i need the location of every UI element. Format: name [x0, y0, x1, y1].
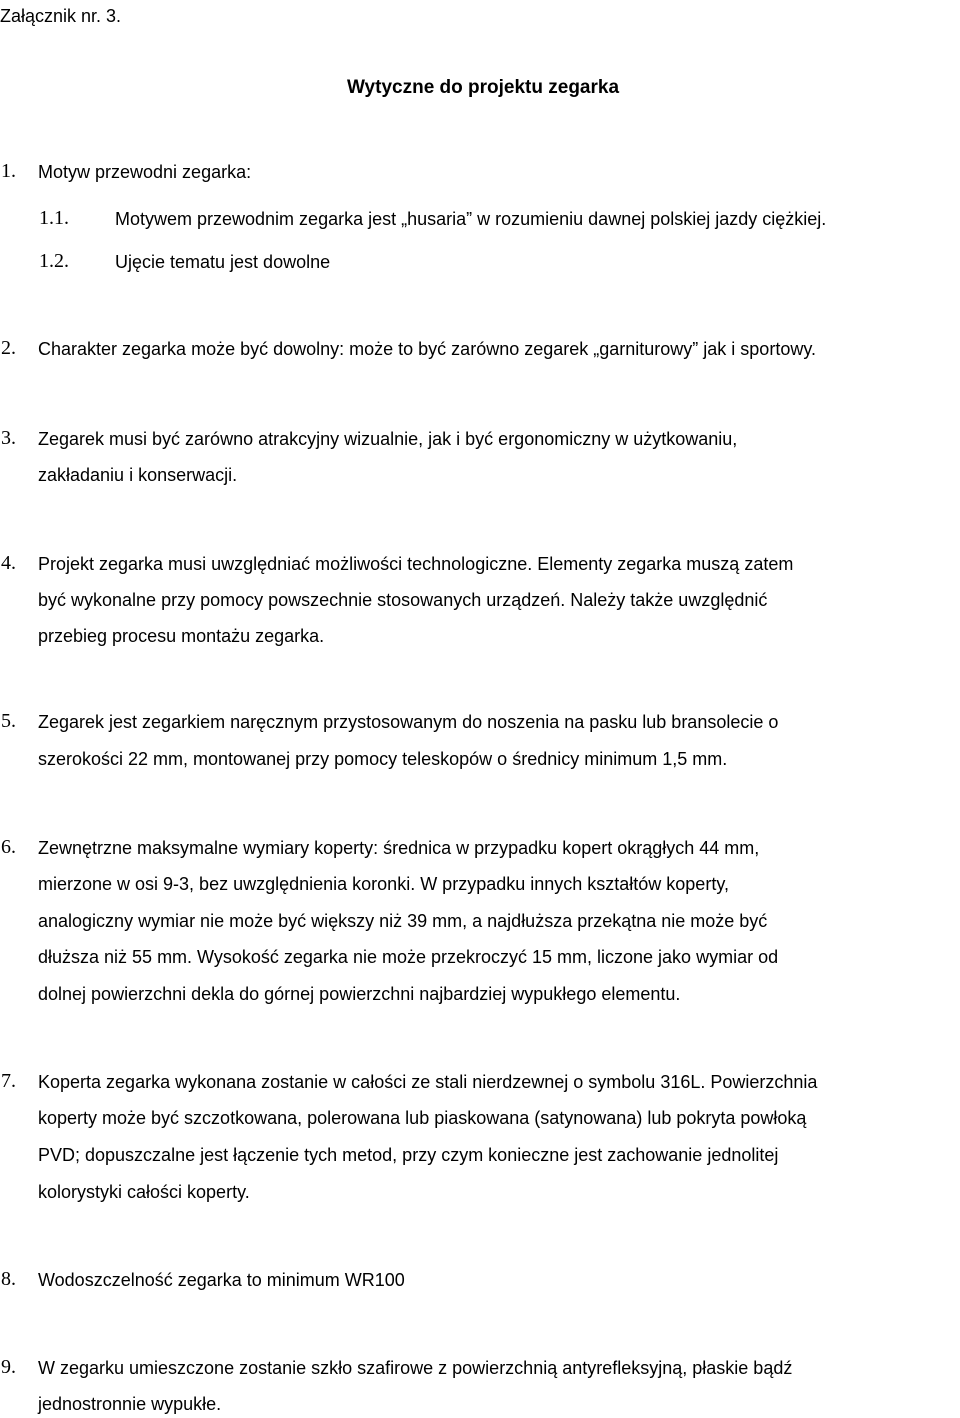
section-8-number: 8.	[1, 1268, 16, 1290]
section-6-line-1: Zewnętrzne maksymalne wymiary koperty: średnica w przypadku kopert okrągłych 44 mm,	[38, 838, 760, 858]
section-3-line-1: Zegarek musi być zarówno atrakcyjny wizualnie, jak i być ergonomiczny w użytkowaniu,	[38, 429, 738, 449]
section-7-line-4: kolorystyki całości koperty.	[38, 1182, 250, 1202]
subitem-1-2-number: 1.2.	[39, 250, 69, 272]
section-4-line-3: przebieg procesu montażu zegarka.	[38, 626, 325, 646]
section-8-line-1: Wodoszczelność zegarka to minimum WR100	[38, 1270, 405, 1290]
section-4-number: 4.	[1, 552, 16, 574]
section-7-line-1: Koperta zegarka wykonana zostanie w całości ze stali nierdzewnej o symbolu 316L. Powierzchnia	[38, 1072, 818, 1092]
page-title: Wytyczne do projektu zegarka	[346, 77, 620, 98]
subitem-1-1-number: 1.1.	[39, 207, 69, 229]
section-5-line-1: Zegarek jest zegarkiem naręcznym przystosowanym do noszenia na pasku lub bransolecie o	[38, 712, 779, 732]
section-4-line-1: Projekt zegarka musi uwzględniać możliwości technologiczne. Elementy zegarka muszą zatem	[38, 554, 794, 574]
section-6-line-5: dolnej powierzchni dekla do górnej powierzchni najbardziej wypukłego elementu.	[38, 984, 681, 1004]
section-7-line-2: koperty może być szczotkowana, polerowana lub piaskowana (satynowana) lub pokryta powłoką	[38, 1108, 807, 1128]
section-1-number: 1.	[1, 160, 16, 182]
section-3-number: 3.	[1, 427, 16, 449]
section-3-line-2: zakładaniu i konserwacji.	[38, 465, 238, 485]
section-4-line-2: być wykonalne przy pomocy powszechnie stosowanych urządzeń. Należy także uwzględnić	[38, 590, 768, 610]
section-6-line-2: mierzone w osi 9-3, bez uwzględnienia koronki. W przypadku innych kształtów koperty,	[38, 874, 729, 894]
section-5-number: 5.	[1, 710, 16, 732]
section-9-number: 9.	[1, 1356, 16, 1378]
section-9-line-1: W zegarku umieszczone zostanie szkło szafirowe z powierzchnią antyrefleksyjną, płaskie bądź	[38, 1358, 793, 1378]
section-1-line-1: Motyw przewodni zegarka:	[38, 162, 252, 182]
section-2-number: 2.	[1, 337, 16, 359]
section-7-number: 7.	[1, 1070, 16, 1092]
section-5-line-2: szerokości 22 mm, montowanej przy pomocy teleskopów o średnicy minimum 1,5 mm.	[38, 749, 728, 769]
annex-label: Załącznik nr. 3.	[0, 6, 122, 26]
section-9-line-2: jednostronnie wypukłe.	[38, 1394, 222, 1414]
section-6-line-3: analogiczny wymiar nie może być większy niż 39 mm, a najdłuższa przekątna nie może być	[38, 911, 768, 931]
section-6-line-4: dłuższa niż 55 mm. Wysokość zegarka nie może przekroczyć 15 mm, liczone jako wymiar od	[38, 947, 779, 967]
section-6-number: 6.	[1, 836, 16, 858]
section-7-line-3: PVD; dopuszczalne jest łączenie tych metod, przy czym konieczne jest zachowanie jednolitej	[38, 1145, 779, 1165]
subitem-1-1-text: Motywem przewodnim zegarka jest „husaria” w rozumieniu dawnej polskiej jazdy ciężkiej.	[115, 209, 827, 229]
section-2-line-1: Charakter zegarka może być dowolny: może to być zarówno zegarek „garniturowy” jak i sportowy.	[38, 339, 816, 359]
subitem-1-2-text: Ujęcie tematu jest dowolne	[115, 252, 331, 272]
